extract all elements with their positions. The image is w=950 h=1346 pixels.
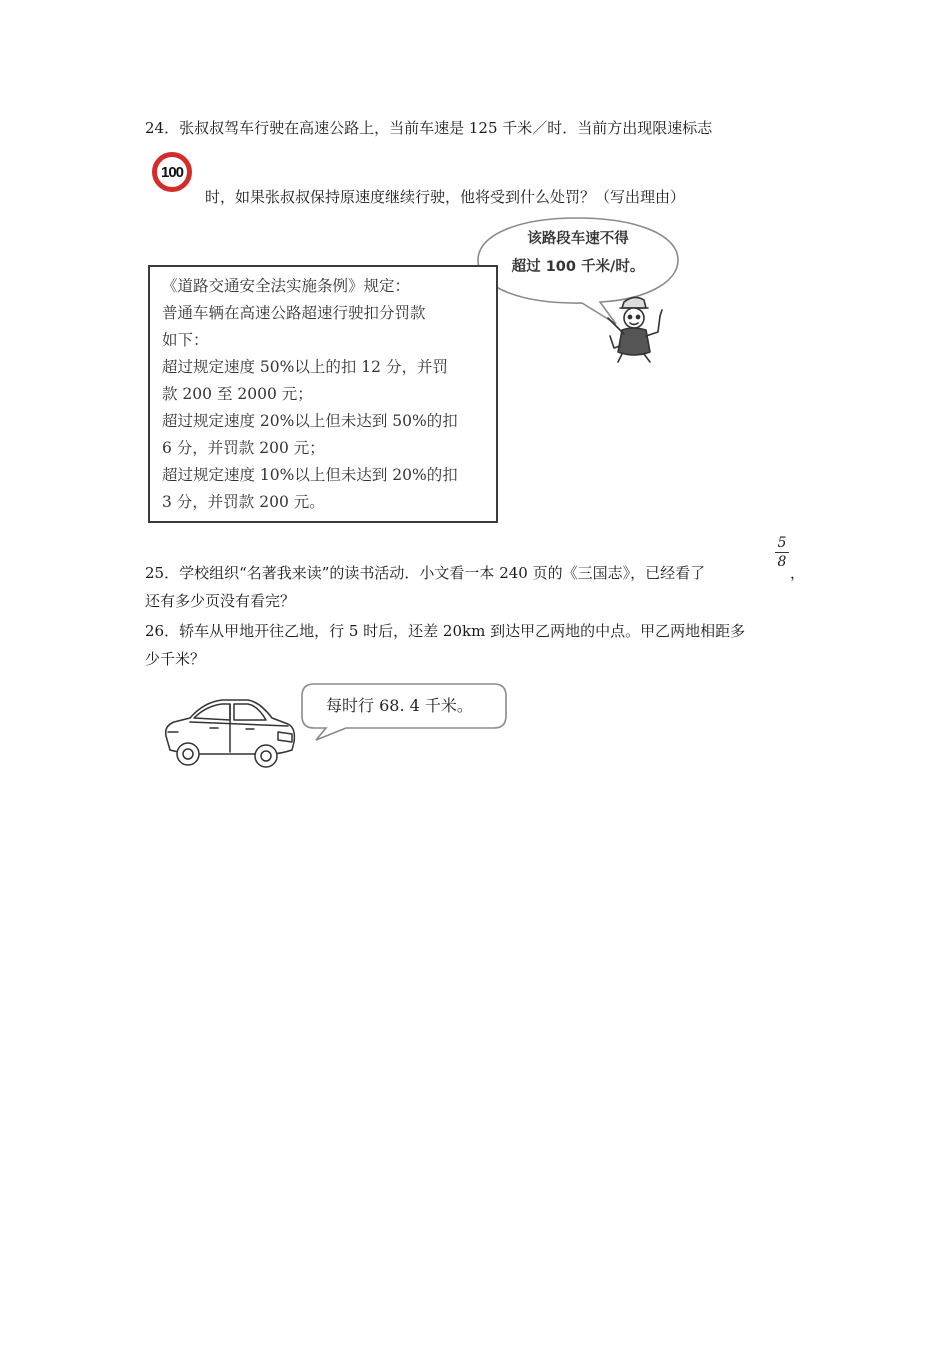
regulation-line: 款 200 至 2000 元； xyxy=(162,385,313,403)
regulation-line: 超过规定速度 50%以上的扣 12 分，并罚 xyxy=(162,358,448,376)
fraction-numerator: 5 xyxy=(777,535,787,551)
speed-limit-sign-icon xyxy=(152,152,192,192)
regulation-line: 超过规定速度 10%以上但未达到 20%的扣 xyxy=(162,466,458,484)
fraction-bar xyxy=(775,552,789,553)
fraction-denominator: 8 xyxy=(777,554,787,570)
regulation-line: 《道路交通安全法实施条例》规定： xyxy=(162,277,411,295)
fraction xyxy=(775,535,789,570)
speed-limit-value: 100 xyxy=(160,163,184,181)
q25-line2: 还有多少页没有看完？ xyxy=(145,592,296,610)
regulation-line: 超过规定速度 20%以上但未达到 50%的扣 xyxy=(162,412,458,430)
car-bubble-text: 每时行 68. 4 千米。 xyxy=(326,696,473,715)
q26-line2: 少千米？ xyxy=(145,650,206,668)
q24-line1: 24．张叔叔驾车行驶在高速公路上，当前车速是 125 千米／时．当前方出现限速标志 xyxy=(145,119,713,137)
q26-line1: 26．轿车从甲地开往乙地，行 5 时后，还差 20km 到达甲乙两地的中点。甲乙两地相距多 xyxy=(145,622,746,640)
bubble-line-2: 超过 100 千米/时。 xyxy=(511,259,645,275)
regulation-line: 3 分，并罚款 200 元。 xyxy=(162,493,325,511)
regulation-line: 如下： xyxy=(162,331,209,349)
bubble-line-1: 该路段车速不得 xyxy=(527,231,629,247)
q25-line1: 25．学校组织“名著我来读”的读书活动．小文看一本 240 页的《三国志》，已经看了 xyxy=(145,564,706,582)
car-icon xyxy=(160,692,300,774)
regulation-line: 普通车辆在高速公路超速行驶扣分罚款 xyxy=(162,304,426,322)
regulation-box xyxy=(148,265,498,523)
regulation-line: 6 分，并罚款 200 元； xyxy=(162,439,325,457)
q24-line2: 时，如果张叔叔保持原速度继续行驶，他将受到什么处罚？（写出理由） xyxy=(205,188,686,206)
police-officer-icon xyxy=(604,292,666,364)
q25-line1-end: ， xyxy=(790,564,806,582)
